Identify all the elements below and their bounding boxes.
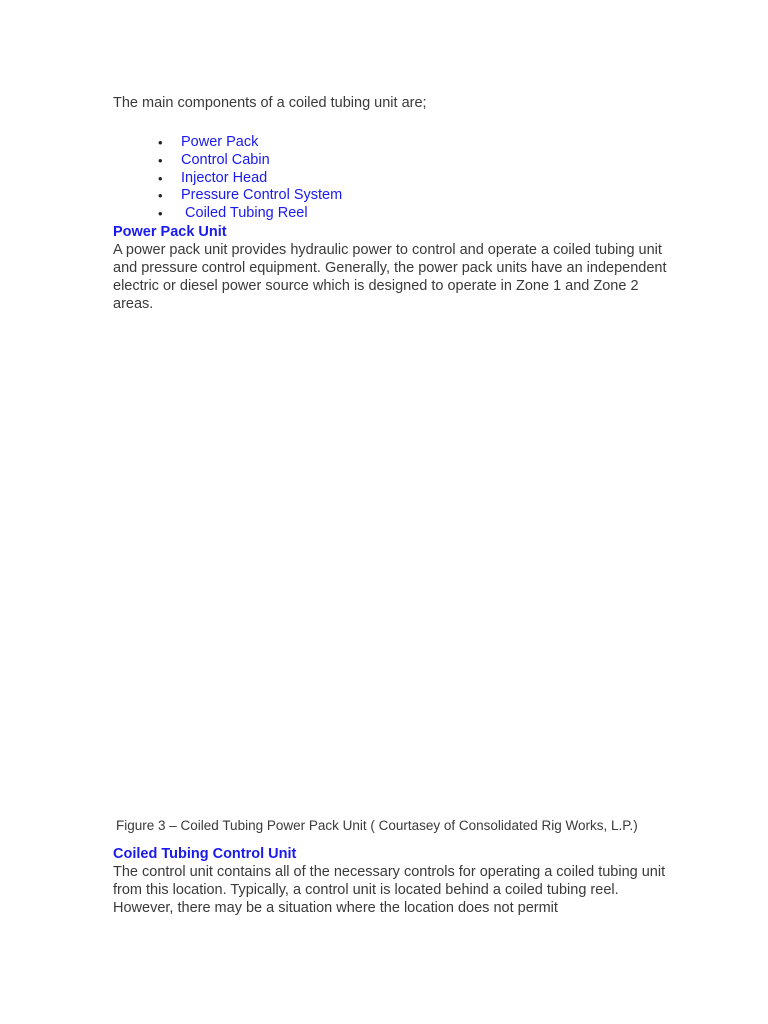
paragraph-control-unit: The control unit contains all of the necessary controls for operating a coiled tubing unit from this location. Typically, a control unit is located behind a coiled tubing reel. However, there may be a situation where the location does not permit: [113, 864, 666, 916]
link-pressure-control-system[interactable]: Pressure Control System: [181, 187, 343, 204]
figure-placeholder: [113, 320, 658, 800]
intro-text: The main components of a coiled tubing unit are;: [113, 95, 427, 111]
bullet-icon: •: [158, 152, 163, 168]
list-item: [113, 187, 342, 205]
list-item: [113, 205, 342, 223]
list-item: [113, 152, 342, 170]
bullet-icon: •: [158, 135, 163, 150]
bullet-icon: •: [158, 170, 163, 186]
link-coiled-tubing-reel[interactable]: Coiled Tubing Reel: [181, 205, 308, 222]
paragraph-power-pack: A power pack unit provides hydraulic power to control and operate a coiled tubing unit and pressure control equipment. Generally, the power pack units have an independent electric or diesel power source which is designed to operate in Zone 1 and Zone 2 areas.: [113, 242, 667, 312]
component-list: [113, 134, 342, 223]
list-item: [113, 170, 342, 188]
section-heading-control-unit: Coiled Tubing Control Unit: [113, 846, 297, 862]
bullet-icon: •: [158, 188, 163, 204]
link-power-pack[interactable]: Power Pack: [181, 134, 259, 150]
link-control-cabin[interactable]: Control Cabin: [181, 151, 270, 168]
bullet-icon: •: [158, 206, 163, 222]
section-heading-power-pack: Power Pack Unit: [113, 224, 227, 240]
figure-caption: Figure 3 – Coiled Tubing Power Pack Unit ( Courtasey of Consolidated Rig Works, L.P.): [116, 818, 638, 833]
list-item: [113, 134, 342, 152]
link-injector-head[interactable]: Injector Head: [181, 169, 268, 186]
